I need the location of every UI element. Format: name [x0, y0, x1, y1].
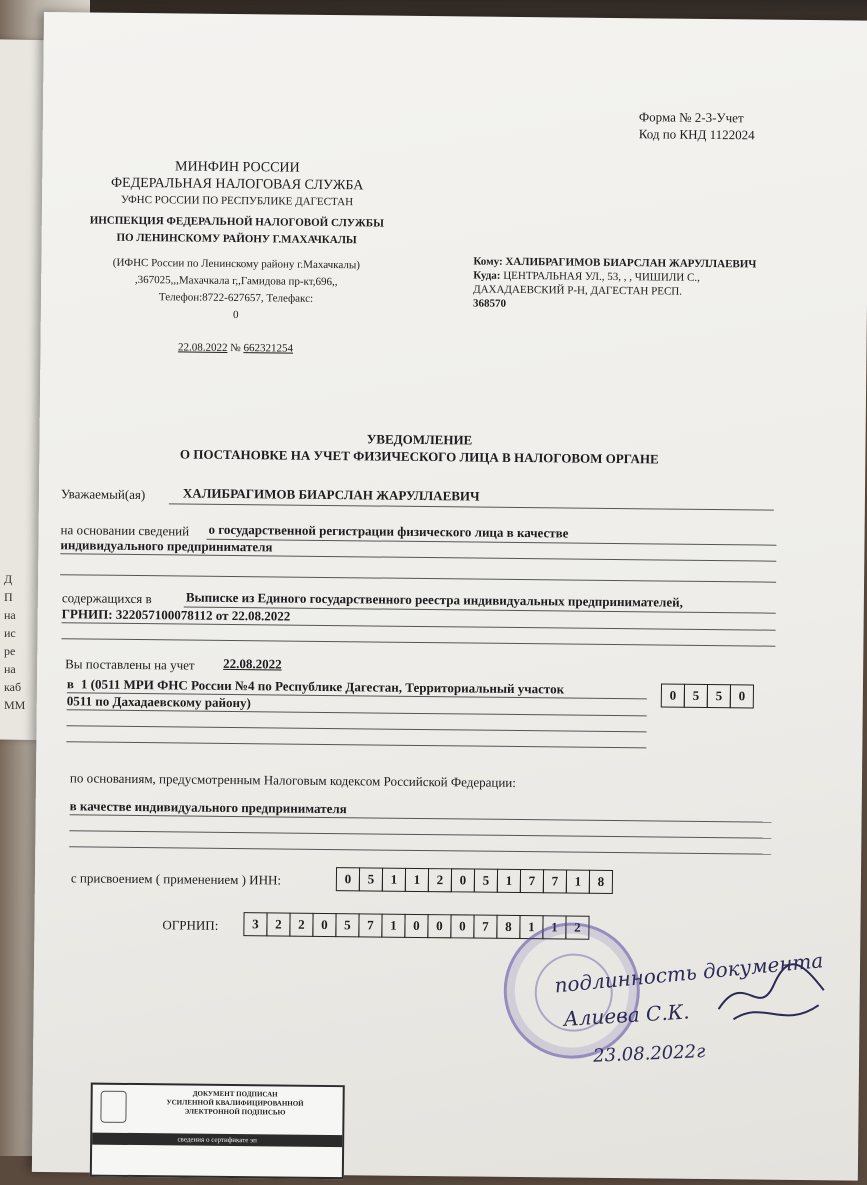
- signature-line2: УСИЛЕННОЙ КВАЛИФИЦИРОВАННОЙ: [166, 1098, 304, 1108]
- ogrnip-digit: 8: [496, 915, 520, 939]
- inn-digit: 0: [451, 868, 475, 892]
- doc-number: 662321254: [243, 342, 294, 355]
- ogrnip-digit: 3: [243, 912, 267, 936]
- registered-label: Вы поставлены на учет: [65, 656, 195, 673]
- tax-notice-document: [32, 12, 867, 1181]
- inn-digit: 1: [405, 868, 429, 892]
- signature-line1: ДОКУМЕНТ ПОДПИСАН: [192, 1089, 278, 1099]
- inn-digit: 7: [543, 869, 567, 893]
- office-code-digit: 0: [661, 683, 685, 707]
- knd-code: Код по КНД 1122024: [638, 126, 755, 143]
- ogrnip-digit: 7: [358, 913, 382, 937]
- form-number: Форма № 2-3-Учет: [638, 109, 744, 126]
- handwritten-name: Алиева С.К.: [562, 999, 691, 1031]
- address-line1: ЦЕНТРАЛЬНАЯ УЛ., 53, , , ЧИШИЛИ С.,: [503, 269, 700, 284]
- inn-digit: 2: [428, 868, 452, 892]
- electronic-signature-block: [90, 1083, 345, 1180]
- grounds-line3: [69, 846, 771, 854]
- zero-value: 0: [233, 308, 239, 322]
- grounds-line2: [69, 830, 771, 838]
- basis-label: на основании сведений: [60, 522, 190, 539]
- inn-digit: 1: [566, 870, 590, 894]
- ministry: МИНФИН РОССИИ: [175, 159, 300, 176]
- ogrnip-digit: 7: [473, 915, 497, 939]
- postcode: 368570: [472, 297, 507, 310]
- office-code-cells: [662, 684, 754, 709]
- inspection-line2: ПО ЛЕНИНСКОМУ РАЙОНУ Г.МАХАЧКАЛЫ: [116, 231, 357, 247]
- doc-number-label: №: [230, 341, 241, 355]
- inspection-address: ,367025,,,Махачкала г,,Гамидова пр-кт,696,,: [134, 273, 338, 289]
- to-name: ХАЛИБРАГИМОВ БИАРСЛАН ЖАРУЛЛАЕВИЧ: [505, 255, 757, 271]
- signature-caption: [132, 1089, 337, 1118]
- inn-cells: [337, 867, 613, 894]
- inn-digit: 1: [382, 868, 406, 892]
- basis-text1: о государственной регистрации физического лица в качестве: [208, 521, 569, 541]
- dear-label: Уважаемый(ая): [60, 486, 146, 503]
- inn-digit: 0: [336, 867, 360, 891]
- signature-line3: ЭЛЕКТРОННОЙ ПОДПИСЬЮ: [184, 1107, 286, 1117]
- contained-text2: ГРНИП: 322057100078112 от 22.08.2022: [61, 606, 291, 624]
- doc-date-number: [80, 338, 390, 358]
- contained-label: содержащихся в: [61, 590, 152, 607]
- title-line1: УВЕДОМЛЕНИЕ: [366, 431, 473, 448]
- handwritten-signature: [713, 959, 834, 1040]
- office-code-digit: 5: [684, 684, 708, 708]
- ogrnip-digit: 1: [519, 915, 543, 939]
- ogrnip-digit: 1: [381, 914, 405, 938]
- where-label: Куда:: [473, 269, 501, 282]
- ogrnip-digit: 0: [404, 914, 428, 938]
- ogrnip-digit: 0: [450, 914, 474, 938]
- grounds-value: в качестве индивидуального предпринимателя: [69, 798, 347, 817]
- ogrnip-digit: 5: [335, 913, 359, 937]
- issuer-block: [80, 157, 392, 358]
- ogrnip-digit: 1: [542, 915, 566, 939]
- office-text2: 0511 по Дахадаевскому району): [66, 693, 251, 711]
- basis-line3: [60, 574, 776, 582]
- contained-text1: Выписке из Единого государственного реестра индивидуальных предпринимателей,: [185, 589, 683, 610]
- recipient-block: [473, 255, 774, 314]
- inspection-phone: Телефон:8722-627657, Телефакс:: [158, 291, 314, 305]
- dear-name: ХАЛИБРАГИМОВ БИАРСЛАН ЖАРУЛЛАЕВИЧ: [182, 485, 480, 504]
- office-line2: [67, 709, 647, 716]
- inn-digit: 7: [520, 869, 544, 893]
- handwritten-date: 23.08.2022г: [592, 1041, 706, 1067]
- address-line2: ДАХАДАЕВСКИЙ Р-Н, ДАГЕСТАН РЕСП.: [473, 283, 683, 298]
- ogrnip-digit: 2: [266, 912, 290, 936]
- office-code-digit: 5: [707, 684, 731, 708]
- contained-line3: [61, 638, 775, 646]
- grounds-line1: [70, 814, 772, 822]
- contained-line2: [62, 622, 776, 630]
- inn-digit: 5: [359, 867, 383, 891]
- form-id: [639, 108, 755, 143]
- ogrnip-label: ОГРНИП:: [162, 917, 219, 933]
- inn-digit: 5: [474, 869, 498, 893]
- title-line2: О ПОСТАНОВКЕ НА УЧЕТ ФИЗИЧЕСКОГО ЛИЦА В НАЛОГОВОМ ОРГАНЕ: [179, 446, 659, 467]
- in-label: в: [66, 676, 75, 692]
- certificate-band: сведения о сертификате эп: [92, 1133, 342, 1148]
- emblem-icon: [100, 1091, 126, 1123]
- regional-office: УФНС РОССИИ ПО РЕСПУБЛИКЕ ДАГЕСТАН: [120, 193, 354, 209]
- basis-line2: [60, 553, 776, 561]
- to-label: Кому:: [473, 255, 503, 268]
- registered-date: 22.08.2022: [223, 655, 282, 672]
- inn-label: с присвоением ( применением ) ИНН:: [70, 870, 282, 888]
- grounds-text: по основаниям, предусмотренным Налоговым кодексом Российской Федерации:: [69, 770, 516, 790]
- office-line3: [67, 725, 647, 732]
- handwritten-note: подлинность документа: [553, 948, 825, 998]
- inspection-line1: ИНСПЕКЦИЯ ФЕДЕРАЛЬНОЙ НАЛОГОВОЙ СЛУЖБЫ: [89, 214, 384, 230]
- inn-digit: 8: [589, 870, 613, 894]
- office-code-digit: 0: [730, 684, 754, 708]
- basis-text2: индивидуального предпринимателя: [60, 537, 273, 555]
- tax-service: ФЕДЕРАЛЬНАЯ НАЛОГОВАЯ СЛУЖБА: [110, 175, 364, 194]
- office-text1: 1 (0511 МРИ ФНС России №4 по Республике Дагестан, Территориальный участок: [80, 676, 565, 697]
- ogrnip-digit: 2: [289, 913, 313, 937]
- background-sheet-text: Д П на ис ре на каб ММ: [4, 572, 26, 712]
- ogrnip-digit: 2: [565, 916, 589, 940]
- office-line4: [66, 741, 646, 748]
- doc-date: 22.08.2022: [177, 341, 228, 354]
- ogrnip-digit: 0: [427, 914, 451, 938]
- inspection-short-name: (ИФНС России по Ленинскому району г.Махачкалы): [112, 256, 360, 272]
- ogrnip-digit: 0: [312, 913, 336, 937]
- notice-title: [79, 427, 759, 468]
- inn-digit: 1: [497, 869, 521, 893]
